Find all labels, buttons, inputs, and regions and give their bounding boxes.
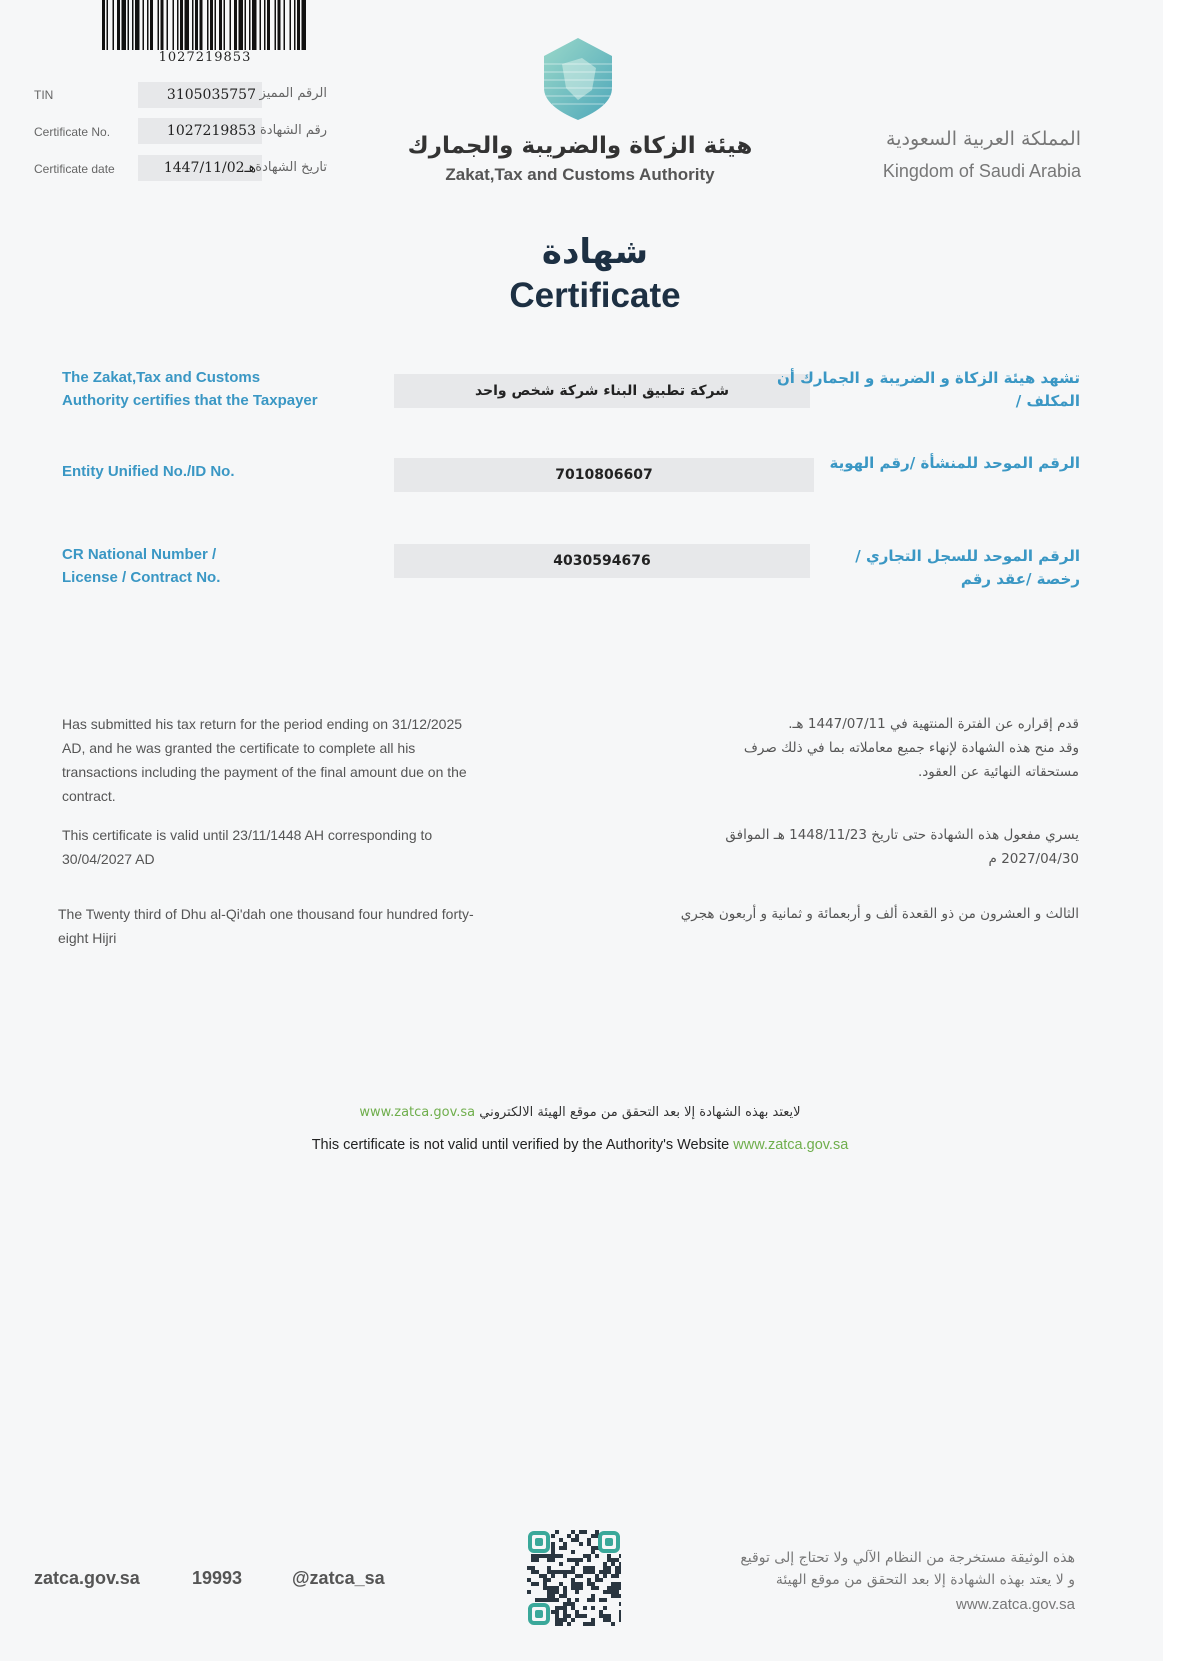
date-words-en-line2: eight Hijri	[58, 930, 117, 946]
cr-number-label-ar-line1: الرقم الموحد للسجل التجاري /	[855, 547, 1080, 565]
footer-handle[interactable]: @zatca_sa	[292, 1568, 385, 1588]
cr-number-label-en	[62, 543, 220, 589]
barcode-number: 1027219853	[158, 50, 252, 65]
taxpayer-label-en	[62, 366, 318, 412]
verify-note-en-text: This certificate is not valid until verified by the Authority's Website	[311, 1137, 730, 1153]
entity-id-value: 7010806607	[394, 458, 814, 492]
submitted-text-en	[62, 712, 532, 808]
cr-number-label-en-line2: License / Contract No.	[62, 569, 221, 586]
tin-label-en: TIN	[34, 88, 54, 102]
authority-name-ar: هيئة الزكاة والضريبة والجمارك	[407, 133, 753, 159]
verify-note-ar-text: لايعتد بهذه الشهادة إلا بعد التحقق من موقع الهيئة الالكتروني	[479, 1105, 801, 1120]
tin-label-ar: الرقم المميز	[259, 86, 327, 101]
certificate-no-value: 1027219853	[138, 118, 262, 144]
verify-link-en[interactable]: www.zatca.gov.sa	[733, 1137, 849, 1153]
submitted-ar-line3: مستحقاته النهائية عن العقود.	[917, 764, 1079, 780]
footer-note-ar-line2: و لا يعتد بهذه الشهادة إلا بعد التحقق من موقع الهيئة	[775, 1572, 1075, 1588]
cr-number-label-ar-line2: رخصة /عقد رقم	[960, 570, 1080, 588]
verify-link-ar[interactable]: www.zatca.gov.sa	[359, 1105, 476, 1120]
footer-note-url[interactable]: www.zatca.gov.sa	[956, 1596, 1075, 1613]
date-words-en	[58, 902, 538, 950]
taxpayer-name-value: شركة تطبيق البناء شركة شخص واحد	[394, 374, 810, 408]
entity-id-label-en: Entity Unified No./ID No.	[62, 463, 235, 480]
kingdom-name-en: Kingdom of Saudi Arabia	[882, 161, 1081, 181]
footer-website[interactable]: zatca.gov.sa	[34, 1568, 140, 1588]
submitted-en-line2: AD, and he was granted the certificate to complete all his	[62, 740, 416, 756]
submitted-en-line3: transactions including the payment of the final amount due on the	[62, 764, 467, 780]
verify-note-ar	[280, 1105, 880, 1120]
taxpayer-label-ar-line1: تشهد هيئة الزكاة و الضريبة و الجمارك أن	[776, 369, 1080, 387]
authority-name-en: Zakat,Tax and Customs Authority	[445, 165, 715, 184]
taxpayer-label-en-line2: Authority certifies that the Taxpayer	[62, 392, 318, 409]
validity-en-line1: This certificate is valid until 23/11/1448 AH corresponding to	[62, 827, 433, 843]
cr-number-label-ar	[855, 545, 1080, 591]
submitted-en-line4: contract.	[62, 788, 116, 804]
validity-text-en	[62, 823, 532, 871]
date-words-en-line1: The Twenty third of Dhu al-Qi'dah one thousand four hundred forty-	[58, 906, 474, 922]
validity-ar-line1: يسري مفعول هذه الشهادة حتى تاريخ 1448/11/23 هـ الموافق	[725, 827, 1079, 843]
certificate-date-label-en: Certificate date	[34, 162, 115, 176]
date-words-ar: الثالث و العشرون من ذو القعدة ألف و أربعمائة و ثمانية و أربعون هجري	[680, 906, 1079, 922]
entity-id-label-ar: الرقم الموحد للمنشأة /رقم الهوية	[829, 454, 1080, 472]
cr-number-value: 4030594676	[394, 544, 810, 578]
qr-code-icon	[527, 1530, 621, 1626]
verify-note-en	[200, 1137, 960, 1153]
certificate-no-label-en: Certificate No.	[34, 125, 111, 139]
submitted-ar-line1: قدم إقراره عن الفترة المنتهية في 1447/07/11 هـ.	[788, 716, 1079, 732]
submitted-text-ar	[629, 712, 1079, 784]
tin-value: 3105035757	[138, 82, 262, 108]
footer-phone: 19993	[192, 1568, 243, 1588]
title-en: Certificate	[509, 276, 681, 315]
validity-text-ar	[629, 823, 1079, 871]
footer-note-ar-line1: هذه الوثيقة مستخرجة من النظام الآلي ولا تحتاج إلى توقيع	[740, 1550, 1075, 1566]
certificate-no-label-ar: رقم الشهادة	[260, 123, 327, 138]
barcode-icon	[102, 0, 308, 50]
submitted-ar-line2: وقد منح هذه الشهادة لإنهاء جميع معاملاته بما في ذلك صرف	[743, 740, 1079, 756]
cr-number-label-en-line1: CR National Number /	[62, 546, 217, 563]
taxpayer-label-ar	[777, 367, 1080, 413]
title-ar: شهادة	[541, 232, 649, 272]
taxpayer-label-ar-line2: المكلف /	[1015, 392, 1080, 410]
taxpayer-label-en-line1: The Zakat,Tax and Customs	[62, 369, 261, 386]
kingdom-name-ar: المملكة العربية السعودية	[886, 128, 1081, 150]
certificate-date-value: 1447/11/02هـ	[138, 155, 262, 181]
footer-note-ar	[645, 1547, 1075, 1591]
validity-en-line2: 30/04/2027 AD	[62, 851, 155, 867]
validity-ar-line2: 2027/04/30 م	[988, 851, 1079, 867]
submitted-en-line1: Has submitted his tax return for the period ending on 31/12/2025	[62, 716, 463, 732]
zatca-logo-icon	[538, 34, 618, 122]
certificate-date-label-ar: تاريخ الشهادة	[255, 160, 327, 175]
